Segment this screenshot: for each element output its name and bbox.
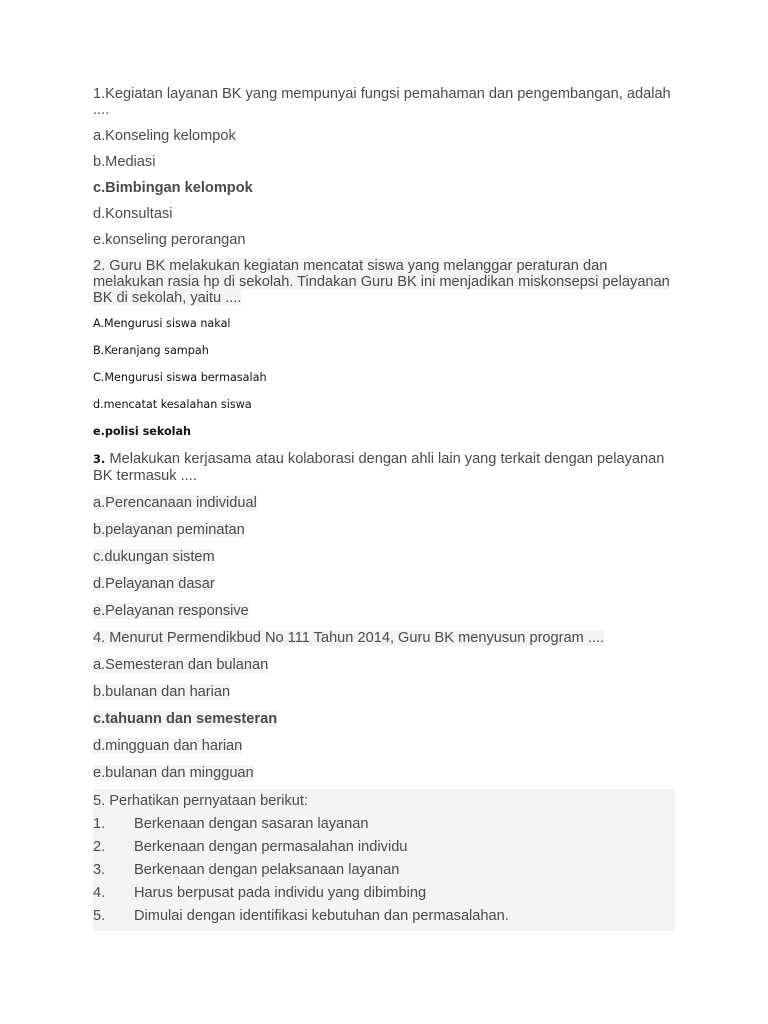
question-3-option-d-span: d.Pelayanan dasar (93, 576, 215, 592)
question-3-option-b-span: b.pelayanan peminatan (93, 522, 245, 538)
question-4-option-b-span: b.bulanan dan harian (93, 684, 231, 700)
question-1-option-a: a.Konseling kelompok (93, 128, 236, 144)
question-5-item-3-number: 3. (93, 862, 106, 878)
question-1-text: 1.Kegiatan layanan BK yang mempunyai fungsi pemahaman dan pengembangan, adalah .... (93, 86, 671, 118)
question-5-item-1-text: Berkenaan dengan sasaran layanan (134, 816, 369, 832)
question-2-text (93, 258, 675, 306)
question-4-option-c (93, 711, 675, 727)
question-2-text-span: 2. Guru BK melakukan kegiatan mencatat siswa yang melanggar peraturan dan melakukan rasia hp di sekolah. Tindakan Guru BK ini menjadikan miskonsepsi pelayanan BK di sekolah, yaitu .... (93, 258, 670, 306)
question-5-item-4-number: 4. (93, 885, 106, 901)
question-5-item-5-text: Dimulai dengan identifikasi kebutuhan dan permasalahan. (134, 908, 509, 924)
question-2-option-b: B.Keranjang sampah (93, 344, 209, 357)
question-5-item-4-text: Harus berpusat pada individu yang dibimbing (134, 885, 427, 901)
question-4-option-e-span: e.bulanan dan mingguan (93, 765, 254, 781)
question-3-option-b (93, 522, 675, 538)
question-5-text: 5. Perhatikan pernyataan berikut: (93, 793, 308, 809)
question-3-option-c (93, 549, 675, 565)
question-5-item-2 (93, 836, 675, 859)
question-4-option-b (93, 684, 675, 700)
question-5-item-1 (93, 813, 675, 836)
question-4-option-e (93, 765, 675, 781)
question-4-text (93, 630, 675, 646)
question-1-option-d: d.Konsultasi (93, 206, 173, 222)
question-2-option-d: d.mencatat kesalahan siswa (93, 398, 252, 411)
question-5-item-1-number: 1. (93, 816, 106, 832)
question-1-option-b: b.Mediasi (93, 154, 156, 170)
question-5-item-2-text: Berkenaan dengan permasalahan individu (134, 839, 408, 855)
question-3-text (93, 451, 675, 485)
quiz-document (93, 86, 675, 931)
question-3-option-d (93, 576, 675, 592)
question-5-item-3 (93, 859, 675, 882)
question-3-number: 3. (93, 452, 106, 466)
question-4-option-a (93, 657, 675, 673)
question-4-option-d (93, 738, 675, 754)
question-5-item-5 (93, 905, 675, 928)
question-4-option-a-span: a.Semesteran dan bulanan (93, 657, 269, 673)
question-3-option-c-span: c.dukungan sistem (93, 549, 215, 565)
question-5-item-3-text: Berkenaan dengan pelaksanaan layanan (134, 862, 400, 878)
question-3-option-a-span: a.Perencanaan individual (93, 495, 257, 511)
question-1-option-c: c.Bimbingan kelompok (93, 180, 253, 196)
question-5-item-2-number: 2. (93, 839, 106, 855)
question-4-text-span: 4. Menurut Permendikbud No 111 Tahun 2014, Guru BK menyusun program .... (93, 630, 605, 646)
question-3-option-a (93, 495, 675, 511)
question-4-option-d-span: d.mingguan dan harian (93, 738, 243, 754)
question-5-item-4 (93, 882, 675, 905)
question-2-option-a: A.Mengurusi siswa nakal (93, 317, 231, 330)
question-5-item-5-number: 5. (93, 908, 106, 924)
question-2-option-c: C.Mengurusi siswa bermasalah (93, 371, 267, 384)
question-3-option-e-span: e.Pelayanan responsive (93, 603, 249, 619)
question-4-option-c-span: c.tahuann dan semesteran (93, 711, 278, 727)
question-3-option-e (93, 603, 675, 619)
question-5-block (93, 789, 675, 931)
question-2-option-e: e.polisi sekolah (93, 425, 192, 438)
question-1-option-e: e.konseling perorangan (93, 232, 246, 248)
question-3-text-span: Melakukan kerjasama atau kolaborasi dengan ahli lain yang terkait dengan pelayanan BK termasuk .... (93, 451, 665, 484)
